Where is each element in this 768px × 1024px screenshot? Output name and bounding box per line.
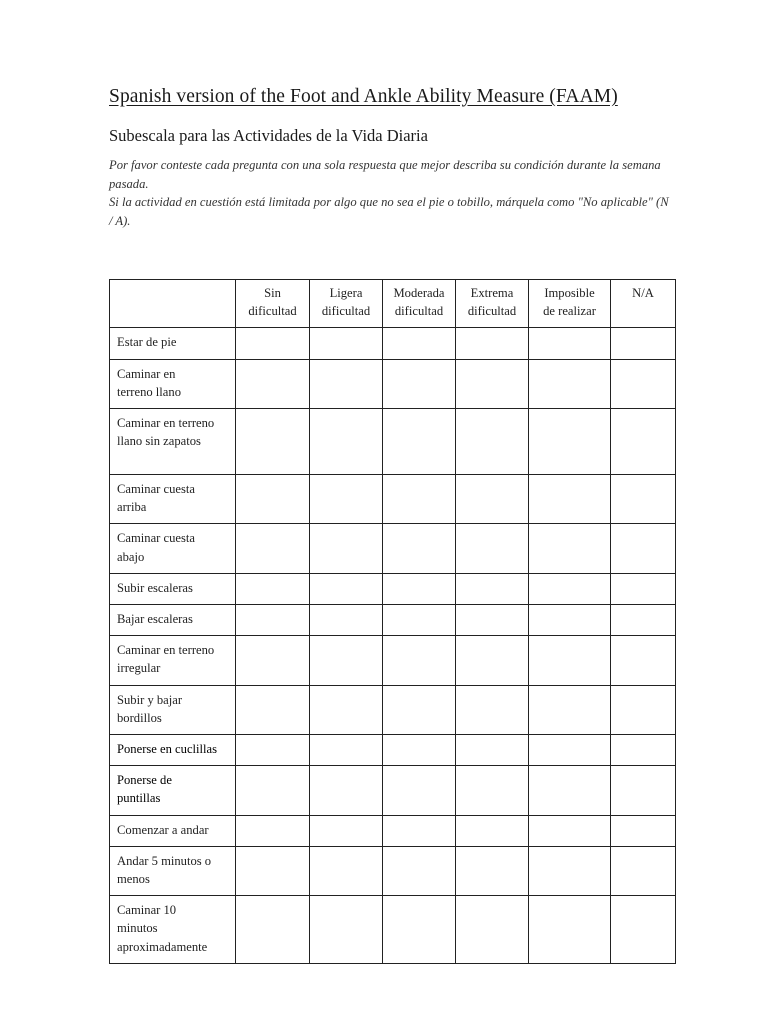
row-label: Estar de pie — [110, 328, 236, 359]
answer-cell[interactable] — [456, 359, 529, 408]
answer-cell[interactable] — [456, 475, 529, 524]
answer-cell[interactable] — [456, 846, 529, 895]
answer-cell[interactable] — [236, 573, 310, 604]
row-label: Comenzar a andar — [110, 815, 236, 846]
answer-cell[interactable] — [611, 685, 676, 734]
answer-cell[interactable] — [236, 636, 310, 685]
answer-cell[interactable] — [611, 573, 676, 604]
answer-cell[interactable] — [529, 328, 611, 359]
answer-cell[interactable] — [611, 896, 676, 964]
row-label: Caminar en terreno irregular — [110, 636, 236, 685]
answer-cell[interactable] — [456, 605, 529, 636]
answer-cell[interactable] — [236, 815, 310, 846]
header-row — [110, 280, 676, 328]
answer-cell[interactable] — [236, 359, 310, 408]
table-row — [110, 475, 676, 524]
answer-cell[interactable] — [383, 896, 456, 964]
instruction-line-1: Por favor conteste cada pregunta con una sola respuesta que mejor describa su condición durante la semana pasada. — [109, 158, 661, 191]
answer-cell[interactable] — [236, 524, 310, 573]
document-page — [109, 86, 675, 230]
header-moderada-dificultad: Moderada dificultad — [383, 280, 456, 328]
header-sin-dificultad: Sin dificultad — [236, 280, 310, 328]
answer-cell[interactable] — [456, 573, 529, 604]
answer-cell[interactable] — [310, 846, 383, 895]
answer-cell[interactable] — [456, 685, 529, 734]
answer-cell[interactable] — [611, 605, 676, 636]
answer-cell[interactable] — [529, 766, 611, 815]
answer-cell[interactable] — [529, 815, 611, 846]
answer-cell[interactable] — [529, 896, 611, 964]
row-label: Caminar cuesta abajo — [110, 524, 236, 573]
answer-cell[interactable] — [310, 475, 383, 524]
answer-cell[interactable] — [529, 524, 611, 573]
header-na: N/A — [611, 280, 676, 328]
instruction-line-2: Si la actividad en cuestión está limitada por algo que no sea el pie o tobillo, márquela como "No aplicable" (N / A). — [109, 195, 669, 228]
answer-cell[interactable] — [383, 846, 456, 895]
answer-cell[interactable] — [611, 475, 676, 524]
row-label: Caminar 10 minutos aproximadamente — [110, 896, 236, 964]
answer-cell[interactable] — [310, 685, 383, 734]
answer-cell[interactable] — [383, 475, 456, 524]
answer-cell[interactable] — [310, 636, 383, 685]
answer-cell[interactable] — [383, 573, 456, 604]
answer-cell[interactable] — [456, 766, 529, 815]
answer-cell[interactable] — [310, 409, 383, 475]
table-row — [110, 815, 676, 846]
answer-cell[interactable] — [529, 685, 611, 734]
header-activity-cell — [110, 280, 236, 328]
answer-cell[interactable] — [383, 766, 456, 815]
answer-cell[interactable] — [611, 328, 676, 359]
answer-cell[interactable] — [611, 636, 676, 685]
header-extrema-dificultad: Extrema dificultad — [456, 280, 529, 328]
row-label: Ponerse de puntillas — [110, 766, 236, 815]
answer-cell[interactable] — [529, 605, 611, 636]
answer-cell[interactable] — [310, 573, 383, 604]
row-label: Subir y bajar bordillos — [110, 685, 236, 734]
table-row — [110, 328, 676, 359]
header-imposible: Imposible de realizar — [529, 280, 611, 328]
answer-cell[interactable] — [529, 636, 611, 685]
row-label: Caminar en terreno llano sin zapatos — [110, 409, 236, 475]
answer-cell[interactable] — [529, 409, 611, 475]
answer-cell[interactable] — [383, 605, 456, 636]
instructions — [109, 156, 675, 230]
subscale-title: Subescala para las Actividades de la Vida Diaria — [109, 126, 428, 145]
table-row — [110, 524, 676, 573]
answer-cell[interactable] — [611, 524, 676, 573]
table-row — [110, 685, 676, 734]
answer-cell[interactable] — [310, 766, 383, 815]
answer-cell[interactable] — [236, 846, 310, 895]
questionnaire-table — [109, 279, 676, 964]
answer-cell[interactable] — [236, 605, 310, 636]
row-label: Caminar en terreno llano — [110, 359, 236, 408]
answer-cell[interactable] — [456, 328, 529, 359]
row-label: Subir escaleras — [110, 573, 236, 604]
answer-cell[interactable] — [236, 766, 310, 815]
answer-cell[interactable] — [310, 359, 383, 408]
answer-cell[interactable] — [611, 735, 676, 766]
answer-cell[interactable] — [236, 475, 310, 524]
row-label: Andar 5 minutos o menos — [110, 846, 236, 895]
table-row — [110, 766, 676, 815]
answer-cell[interactable] — [611, 409, 676, 475]
answer-cell[interactable] — [456, 735, 529, 766]
header-ligera-dificultad: Ligera dificultad — [310, 280, 383, 328]
table-row — [110, 896, 676, 964]
answer-cell[interactable] — [383, 685, 456, 734]
answer-cell[interactable] — [383, 636, 456, 685]
answer-cell[interactable] — [529, 475, 611, 524]
table-row — [110, 573, 676, 604]
table-row — [110, 735, 676, 766]
table-row — [110, 605, 676, 636]
answer-cell[interactable] — [611, 359, 676, 408]
answer-cell[interactable] — [611, 846, 676, 895]
answer-cell[interactable] — [236, 328, 310, 359]
answer-cell[interactable] — [310, 735, 383, 766]
answer-cell[interactable] — [383, 328, 456, 359]
answer-cell[interactable] — [456, 524, 529, 573]
row-label: Ponerse en cuclillas — [110, 735, 236, 766]
answer-cell[interactable] — [236, 896, 310, 964]
table-row — [110, 409, 676, 475]
answer-cell[interactable] — [611, 815, 676, 846]
answer-cell[interactable] — [529, 359, 611, 408]
answer-cell[interactable] — [310, 815, 383, 846]
answer-cell[interactable] — [383, 815, 456, 846]
document-title: Spanish version of the Foot and Ankle Ability Measure (FAAM) — [109, 86, 618, 107]
answer-cell[interactable] — [456, 636, 529, 685]
answer-cell[interactable] — [383, 409, 456, 475]
answer-cell[interactable] — [456, 896, 529, 964]
answer-cell[interactable] — [529, 735, 611, 766]
answer-cell[interactable] — [236, 409, 310, 475]
answer-cell[interactable] — [383, 359, 456, 408]
answer-cell[interactable] — [236, 685, 310, 734]
answer-cell[interactable] — [529, 573, 611, 604]
table-row — [110, 846, 676, 895]
answer-cell[interactable] — [456, 815, 529, 846]
answer-cell[interactable] — [456, 409, 529, 475]
answer-cell[interactable] — [310, 524, 383, 573]
answer-cell[interactable] — [236, 735, 310, 766]
answer-cell[interactable] — [611, 766, 676, 815]
answer-cell[interactable] — [310, 605, 383, 636]
answer-cell[interactable] — [383, 735, 456, 766]
answer-cell[interactable] — [529, 846, 611, 895]
table-row — [110, 359, 676, 408]
row-label: Caminar cuesta arriba — [110, 475, 236, 524]
answer-cell[interactable] — [383, 524, 456, 573]
answer-cell[interactable] — [310, 328, 383, 359]
answer-cell[interactable] — [310, 896, 383, 964]
row-label: Bajar escaleras — [110, 605, 236, 636]
table-row — [110, 636, 676, 685]
